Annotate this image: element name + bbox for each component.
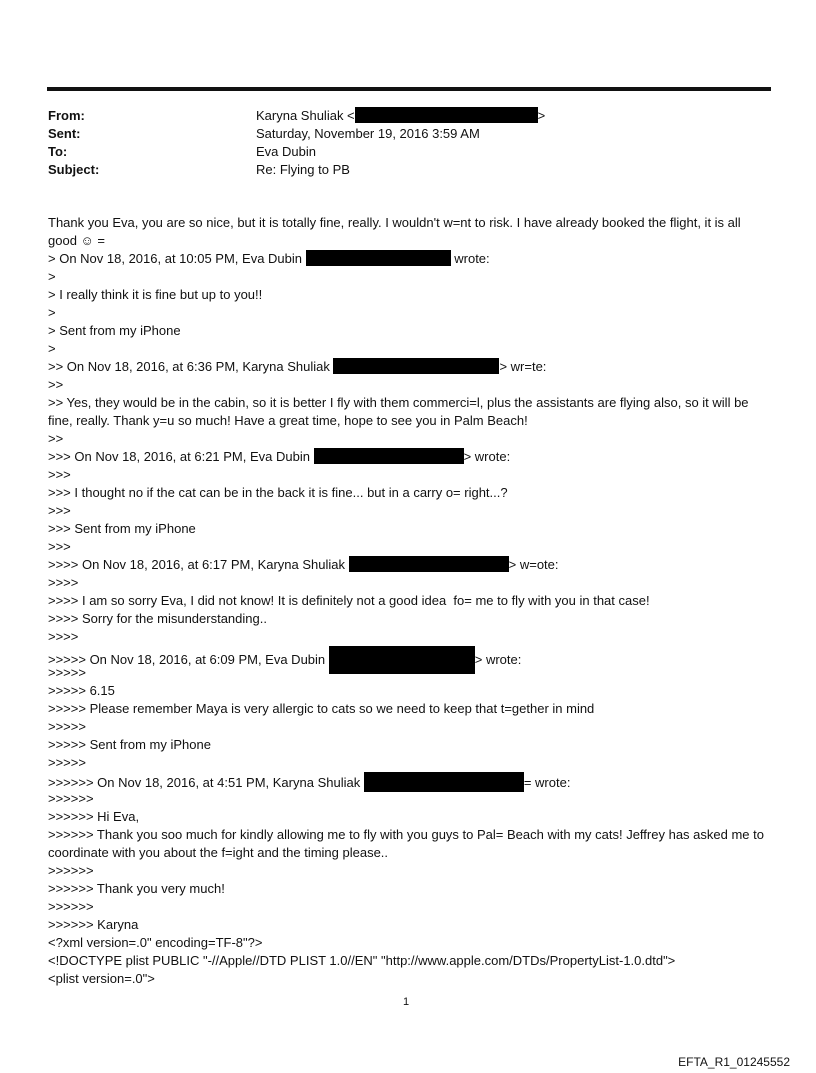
quote-line: >>>>>> xyxy=(48,791,94,806)
quote-line: >>> xyxy=(48,503,71,518)
quote-line: >>>> xyxy=(48,629,79,644)
quote-line: >> xyxy=(48,431,64,446)
body-paragraph: >>>>>> Thank you soo much for kindly allowing me to fly with you guys to Pal= Beach with my cats! Jeffrey has asked me to coordinate with you about the f=ight and the timing please.. xyxy=(48,827,764,860)
to-value: Eva Dubin xyxy=(256,144,316,159)
redaction-box xyxy=(333,358,499,374)
quote-line: >>>>>> Karyna xyxy=(48,917,139,932)
sent-label: Sent: xyxy=(48,126,81,141)
quote-line: >>>> xyxy=(48,575,79,590)
header-rule xyxy=(47,87,771,91)
body-paragraph: Thank you Eva, you are so nice, but it is totally fine, really. I wouldn't w=nt to risk. I have already booked the flight, it is all good ☺ = xyxy=(48,215,741,248)
quote-line: >> On Nov 18, 2016, at 6:36 PM, Karyna Shuliak > wr=te: xyxy=(48,359,547,374)
quote-line: >>>>> Sent from my iPhone xyxy=(48,737,211,752)
quote-line: >>> xyxy=(48,467,71,482)
redaction-box xyxy=(364,772,524,792)
quote-line: >>>>> xyxy=(48,665,86,680)
body-paragraph: >> Yes, they would be in the cabin, so it is better I fly with them commerci=l, plus the assistants are flying also, so it will be fine, really. Thank y=u so much! Have a great time, hope to see you in Palm Beach! xyxy=(48,395,749,428)
quote-line: >>> On Nov 18, 2016, at 6:21 PM, Eva Dubin > wrote: xyxy=(48,449,511,464)
quote-line: >>>>> Please remember Maya is very allergic to cats so we need to keep that t=gether in mind xyxy=(48,701,595,716)
quote-line: >>>> On Nov 18, 2016, at 6:17 PM, Karyna Shuliak > w=ote: xyxy=(48,557,559,572)
sent-value: Saturday, November 19, 2016 3:59 AM xyxy=(256,126,480,141)
quote-line: > I really think it is fine but up to you!! xyxy=(48,287,263,302)
quote-line: >>>>>> Hi Eva, xyxy=(48,809,140,824)
from-label: From: xyxy=(48,108,85,123)
subject-value: Re: Flying to PB xyxy=(256,162,350,177)
quote-line: >>> I thought no if the cat can be in the back it is fine... but in a carry o= right...? xyxy=(48,485,508,500)
quote-line: >>>>>> On Nov 18, 2016, at 4:51 PM, Karyna Shuliak = wrote: xyxy=(48,772,772,790)
email-header xyxy=(48,107,768,179)
quote-line: > xyxy=(48,269,56,284)
xml-line: <plist version=.0"> xyxy=(48,971,155,986)
quote-line: >>>> I am so sorry Eva, I did not know! It is definitely not a good idea fo= me to fly with you in that case! xyxy=(48,593,650,608)
bates-number: EFTA_R1_01245552 xyxy=(678,1055,790,1069)
quote-line: >>>>> On Nov 18, 2016, at 6:09 PM, Eva Dubin > wrote: xyxy=(48,646,772,664)
subject-label: Subject: xyxy=(48,162,100,177)
quote-line: >>> xyxy=(48,539,71,554)
quote-line: > xyxy=(48,305,56,320)
from-value: Karyna Shuliak < > xyxy=(256,108,546,123)
quote-line: > Sent from my iPhone xyxy=(48,323,181,338)
email-body xyxy=(48,214,772,988)
quote-line: >>> Sent from my iPhone xyxy=(48,521,196,536)
page-number: 1 xyxy=(403,996,410,1008)
quote-line: >> xyxy=(48,377,64,392)
redaction-box xyxy=(355,107,538,123)
quote-line: >>>>> xyxy=(48,755,86,770)
to-label: To: xyxy=(48,144,68,159)
quote-line: >>>>>> Thank you very much! xyxy=(48,881,225,896)
redaction-box xyxy=(349,556,509,572)
redaction-box xyxy=(314,448,464,464)
xml-line: <?xml version=.0" encoding=TF-8"?> xyxy=(48,935,263,950)
quote-line: >>>>> xyxy=(48,719,86,734)
quote-line: >>>>> 6.15 xyxy=(48,683,115,698)
redaction-box xyxy=(329,646,475,674)
xml-line: <!DOCTYPE plist PUBLIC "-//Apple//DTD PLIST 1.0//EN" "http://www.apple.com/DTDs/PropertyList-1.0.dtd"> xyxy=(48,953,676,968)
quote-line: >>>>>> xyxy=(48,863,94,878)
quote-line: > xyxy=(48,341,56,356)
quote-line: > On Nov 18, 2016, at 10:05 PM, Eva Dubin wrote: xyxy=(48,251,490,266)
redaction-box xyxy=(306,250,451,266)
quote-line: >>>>>> xyxy=(48,899,94,914)
quote-line: >>>> Sorry for the misunderstanding.. xyxy=(48,611,267,626)
